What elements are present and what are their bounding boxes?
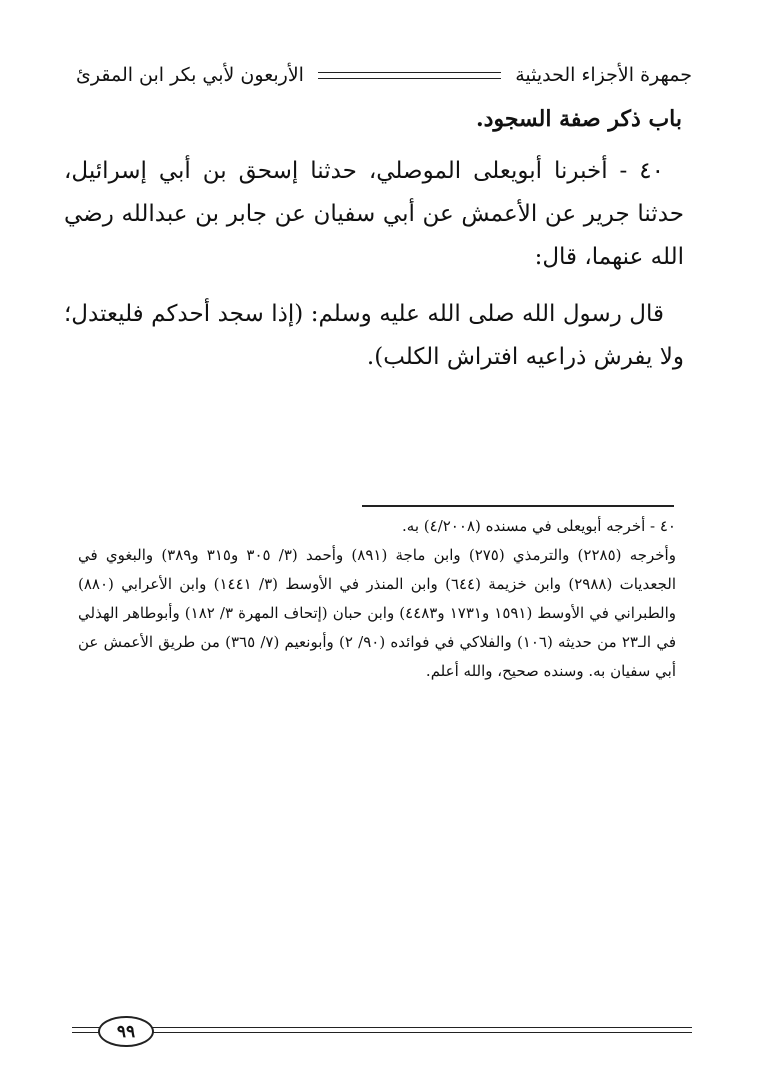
- header-part-title: الأربعون لأبي بكر ابن المقرئ: [76, 64, 304, 86]
- running-header: [76, 58, 692, 92]
- footnote-separator: [362, 505, 674, 507]
- page-number: ٩٩: [98, 1016, 154, 1047]
- footnote-line: وأخرجه (٢٢٨٥) والترمذي (٢٧٥) وابن ماجة (٨٩١) وأحمد (٣/ ٣٠٥ و٣١٥ و٣٨٩) والبغوي في الجعديات (٢٩٨٨) وابن خزيمة (٦٤٤) وابن المنذر في الأوسط (٣/ ١٤٤١) وابن الأعرابي (٨٨٠) والطبراني في الأوسط (١٥٩١ و١٧٣١ و٤٤٨٣) وابن حبان (إتحاف المهرة ٣/ ١٨٢) وأبوطاهر الهذلي في الـ٢٣ من حديثه (١٠٦) والفلاكي في فوائده (٩٠/ ٢) وأبونعيم (٧/ ٣٦٥) من طريق الأعمش عن أبي سفيان به. وسنده صحيح، والله أعلم.: [78, 546, 676, 680]
- footnote-line: ٤٠ - أخرجه أبويعلى في مسنده (٤/٢٠٠٨) به.: [402, 517, 676, 535]
- header-book-title: جمهرة الأجزاء الحديثية: [515, 64, 692, 86]
- footnotes: [78, 512, 676, 686]
- page-footer: [72, 1016, 692, 1050]
- chapter-heading: باب ذكر صفة السجود.: [476, 106, 682, 132]
- footer-rule: [72, 1027, 692, 1028]
- footer-rule: [72, 1032, 692, 1033]
- hadith-matn: قال رسول الله صلى الله عليه وسلم: (إذا سجد أحدكم فليعتدل؛ ولا يفرش ذراعيه افتراش الكلب).: [64, 301, 684, 370]
- hadith-text: [64, 150, 684, 379]
- hadith-isnad: ٤٠ - أخبرنا أبويعلى الموصلي، حدثنا إسحق بن أبي إسرائيل، حدثنا جرير عن الأعمش عن أبي سفيان عن جابر بن عبدالله رضي الله عنهما، قال:: [64, 158, 684, 270]
- header-double-rule: [318, 72, 501, 79]
